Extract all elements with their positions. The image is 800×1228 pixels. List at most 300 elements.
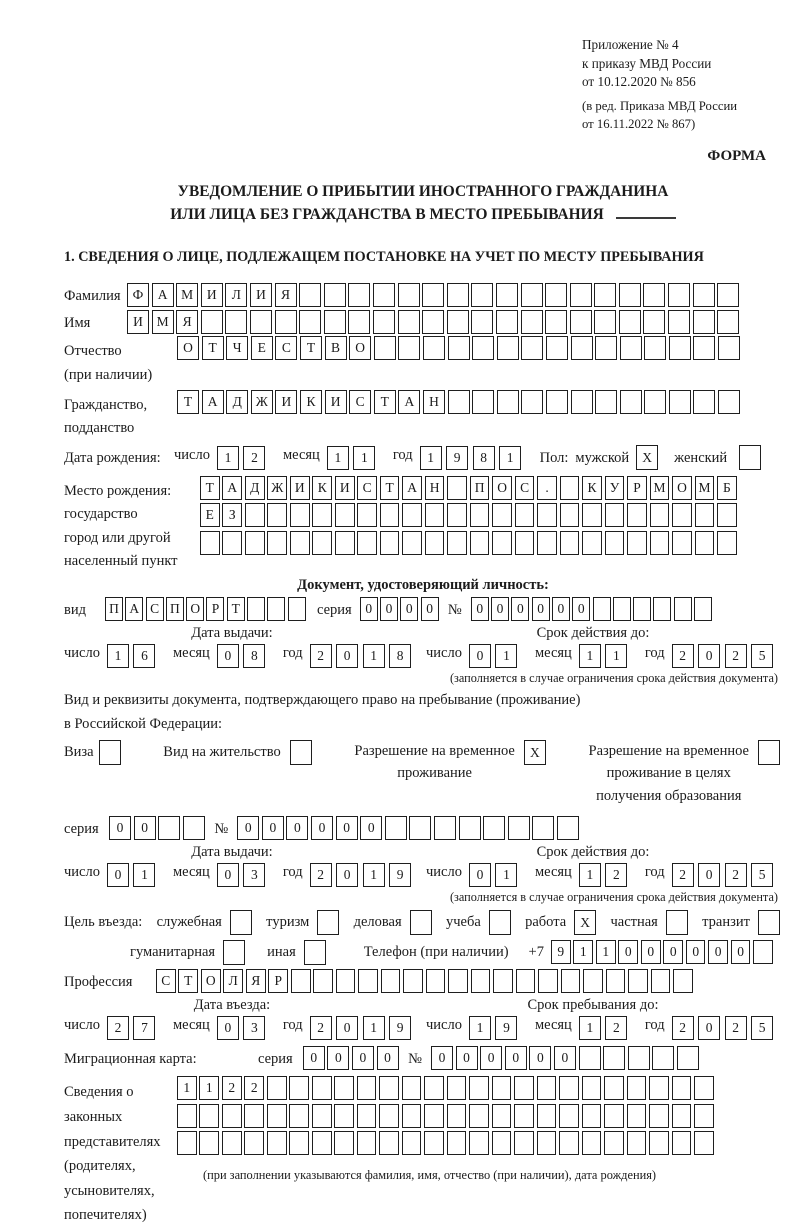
char-cell[interactable] xyxy=(560,503,580,527)
char-cell[interactable] xyxy=(559,1104,579,1128)
char-cell[interactable]: 0 xyxy=(663,940,683,964)
char-cell[interactable]: 1 xyxy=(579,1016,601,1040)
char-cell[interactable]: А xyxy=(402,476,422,500)
char-cell[interactable]: К xyxy=(300,390,322,414)
char-cell[interactable]: Т xyxy=(374,390,396,414)
char-cell[interactable] xyxy=(312,531,332,555)
char-cell[interactable]: В xyxy=(325,336,347,360)
char-cell[interactable] xyxy=(492,1131,512,1155)
char-cell[interactable]: З xyxy=(222,503,242,527)
char-cell[interactable]: 0 xyxy=(618,940,638,964)
char-cell[interactable] xyxy=(537,1076,557,1100)
char-cell[interactable] xyxy=(561,969,581,993)
char-cell[interactable]: Ч xyxy=(226,336,248,360)
char-cell[interactable] xyxy=(521,283,543,307)
char-cell[interactable] xyxy=(604,1076,624,1100)
char-cell[interactable] xyxy=(403,969,423,993)
char-cell[interactable]: 0 xyxy=(237,816,259,840)
char-cell[interactable]: 8 xyxy=(473,446,495,470)
char-cell[interactable]: 1 xyxy=(579,863,601,887)
char-cell[interactable] xyxy=(633,597,651,621)
char-cell[interactable] xyxy=(402,1104,422,1128)
char-cell[interactable] xyxy=(492,531,512,555)
char-cell[interactable] xyxy=(538,969,558,993)
char-cell[interactable]: С xyxy=(349,390,371,414)
char-cell[interactable] xyxy=(649,1076,669,1100)
char-cell[interactable]: С xyxy=(357,476,377,500)
char-cell[interactable] xyxy=(244,1131,264,1155)
char-cell[interactable] xyxy=(560,531,580,555)
char-cell[interactable]: 2 xyxy=(222,1076,242,1100)
char-cell[interactable]: С xyxy=(156,969,176,993)
char-cell[interactable] xyxy=(496,283,518,307)
char-cell[interactable] xyxy=(537,1131,557,1155)
char-cell[interactable]: 1 xyxy=(499,446,521,470)
char-cell[interactable] xyxy=(644,390,666,414)
char-cell[interactable]: Д xyxy=(245,476,265,500)
char-cell[interactable] xyxy=(334,1076,354,1100)
char-cell[interactable] xyxy=(447,310,469,334)
char-cell[interactable] xyxy=(335,503,355,527)
char-cell[interactable] xyxy=(604,1104,624,1128)
study-checkbox[interactable] xyxy=(489,910,511,935)
char-cell[interactable] xyxy=(426,969,446,993)
char-cell[interactable] xyxy=(694,1104,714,1128)
char-cell[interactable]: Я xyxy=(275,283,297,307)
char-cell[interactable] xyxy=(515,531,535,555)
char-cell[interactable]: 1 xyxy=(469,1016,491,1040)
char-cell[interactable]: 0 xyxy=(109,816,131,840)
char-cell[interactable] xyxy=(652,1046,674,1070)
char-cell[interactable] xyxy=(357,1131,377,1155)
other-checkbox[interactable] xyxy=(304,940,326,965)
char-cell[interactable] xyxy=(434,816,456,840)
char-cell[interactable] xyxy=(199,1131,219,1155)
char-cell[interactable]: 1 xyxy=(363,863,385,887)
char-cell[interactable]: 2 xyxy=(672,644,694,668)
char-cell[interactable] xyxy=(424,1076,444,1100)
char-cell[interactable] xyxy=(299,310,321,334)
char-cell[interactable] xyxy=(673,969,693,993)
char-cell[interactable] xyxy=(508,816,530,840)
char-cell[interactable] xyxy=(348,310,370,334)
char-cell[interactable]: О xyxy=(201,969,221,993)
char-cell[interactable]: 1 xyxy=(217,446,239,470)
char-cell[interactable] xyxy=(693,336,715,360)
char-cell[interactable] xyxy=(627,1076,647,1100)
char-cell[interactable] xyxy=(334,1104,354,1128)
char-cell[interactable]: 1 xyxy=(495,644,517,668)
char-cell[interactable] xyxy=(516,969,536,993)
char-cell[interactable] xyxy=(245,531,265,555)
char-cell[interactable]: Л xyxy=(223,969,243,993)
char-cell[interactable]: Д xyxy=(226,390,248,414)
char-cell[interactable] xyxy=(545,283,567,307)
char-cell[interactable]: 0 xyxy=(134,816,156,840)
char-cell[interactable]: 1 xyxy=(579,644,601,668)
char-cell[interactable]: Ж xyxy=(251,390,273,414)
char-cell[interactable]: 0 xyxy=(731,940,751,964)
char-cell[interactable]: П xyxy=(166,597,184,621)
char-cell[interactable]: 2 xyxy=(310,1016,332,1040)
char-cell[interactable] xyxy=(289,1104,309,1128)
char-cell[interactable] xyxy=(222,1131,242,1155)
char-cell[interactable]: 1 xyxy=(596,940,616,964)
char-cell[interactable] xyxy=(374,336,396,360)
char-cell[interactable]: И xyxy=(325,390,347,414)
char-cell[interactable]: 0 xyxy=(380,597,398,621)
char-cell[interactable] xyxy=(469,1104,489,1128)
char-cell[interactable] xyxy=(537,1104,557,1128)
char-cell[interactable]: М xyxy=(152,310,174,334)
char-cell[interactable] xyxy=(693,310,715,334)
char-cell[interactable]: А xyxy=(398,390,420,414)
char-cell[interactable]: О xyxy=(492,476,512,500)
char-cell[interactable] xyxy=(398,283,420,307)
char-cell[interactable] xyxy=(324,283,346,307)
char-cell[interactable]: 1 xyxy=(363,1016,385,1040)
char-cell[interactable] xyxy=(267,503,287,527)
char-cell[interactable] xyxy=(650,503,670,527)
char-cell[interactable] xyxy=(650,531,670,555)
char-cell[interactable] xyxy=(693,283,715,307)
char-cell[interactable] xyxy=(546,336,568,360)
char-cell[interactable] xyxy=(557,816,579,840)
char-cell[interactable] xyxy=(628,969,648,993)
char-cell[interactable] xyxy=(669,390,691,414)
char-cell[interactable]: 9 xyxy=(389,1016,411,1040)
char-cell[interactable] xyxy=(471,969,491,993)
char-cell[interactable]: 1 xyxy=(495,863,517,887)
char-cell[interactable]: 1 xyxy=(107,644,129,668)
char-cell[interactable]: Б xyxy=(717,476,737,500)
char-cell[interactable] xyxy=(448,390,470,414)
char-cell[interactable]: 0 xyxy=(217,644,239,668)
char-cell[interactable] xyxy=(425,531,445,555)
char-cell[interactable] xyxy=(472,336,494,360)
char-cell[interactable] xyxy=(312,503,332,527)
char-cell[interactable]: 0 xyxy=(554,1046,576,1070)
char-cell[interactable] xyxy=(357,1076,377,1100)
char-cell[interactable] xyxy=(409,816,431,840)
char-cell[interactable]: Р xyxy=(206,597,224,621)
char-cell[interactable] xyxy=(545,310,567,334)
temp-residence-checkbox[interactable]: X xyxy=(524,740,546,765)
char-cell[interactable] xyxy=(582,531,602,555)
char-cell[interactable] xyxy=(402,503,422,527)
char-cell[interactable] xyxy=(200,531,220,555)
char-cell[interactable] xyxy=(313,969,333,993)
char-cell[interactable]: 1 xyxy=(199,1076,219,1100)
char-cell[interactable] xyxy=(559,1131,579,1155)
char-cell[interactable] xyxy=(492,1076,512,1100)
char-cell[interactable] xyxy=(267,597,285,621)
char-cell[interactable] xyxy=(605,531,625,555)
char-cell[interactable] xyxy=(570,283,592,307)
char-cell[interactable] xyxy=(694,1131,714,1155)
char-cell[interactable]: 1 xyxy=(353,446,375,470)
char-cell[interactable]: 0 xyxy=(400,597,418,621)
char-cell[interactable] xyxy=(448,336,470,360)
char-cell[interactable]: О xyxy=(177,336,199,360)
char-cell[interactable]: 0 xyxy=(336,816,358,840)
char-cell[interactable]: 0 xyxy=(469,863,491,887)
char-cell[interactable]: 0 xyxy=(217,1016,239,1040)
char-cell[interactable]: 0 xyxy=(336,644,358,668)
char-cell[interactable]: Н xyxy=(423,390,445,414)
char-cell[interactable]: . xyxy=(537,476,557,500)
char-cell[interactable]: 2 xyxy=(672,863,694,887)
char-cell[interactable]: 0 xyxy=(471,597,489,621)
char-cell[interactable]: С xyxy=(515,476,535,500)
char-cell[interactable] xyxy=(674,597,692,621)
char-cell[interactable] xyxy=(470,531,490,555)
char-cell[interactable] xyxy=(222,531,242,555)
char-cell[interactable] xyxy=(717,310,739,334)
char-cell[interactable] xyxy=(571,336,593,360)
char-cell[interactable] xyxy=(425,503,445,527)
char-cell[interactable]: 5 xyxy=(751,863,773,887)
char-cell[interactable] xyxy=(312,1131,332,1155)
char-cell[interactable] xyxy=(717,283,739,307)
char-cell[interactable] xyxy=(447,1104,467,1128)
char-cell[interactable] xyxy=(582,1104,602,1128)
char-cell[interactable]: 0 xyxy=(529,1046,551,1070)
char-cell[interactable] xyxy=(357,531,377,555)
humanitarian-checkbox[interactable] xyxy=(223,940,245,965)
char-cell[interactable] xyxy=(497,390,519,414)
char-cell[interactable]: 2 xyxy=(605,1016,627,1040)
char-cell[interactable]: 0 xyxy=(552,597,570,621)
char-cell[interactable] xyxy=(379,1104,399,1128)
char-cell[interactable] xyxy=(593,597,611,621)
char-cell[interactable]: 0 xyxy=(311,816,333,840)
char-cell[interactable] xyxy=(291,969,311,993)
char-cell[interactable] xyxy=(335,531,355,555)
char-cell[interactable] xyxy=(559,1076,579,1100)
char-cell[interactable]: 0 xyxy=(360,816,382,840)
char-cell[interactable]: 3 xyxy=(243,863,265,887)
char-cell[interactable]: 8 xyxy=(243,644,265,668)
char-cell[interactable]: 2 xyxy=(310,863,332,887)
char-cell[interactable]: Т xyxy=(300,336,322,360)
char-cell[interactable]: 0 xyxy=(469,644,491,668)
char-cell[interactable] xyxy=(357,1104,377,1128)
char-cell[interactable] xyxy=(424,1131,444,1155)
char-cell[interactable] xyxy=(385,816,407,840)
char-cell[interactable] xyxy=(471,283,493,307)
char-cell[interactable] xyxy=(267,1104,287,1128)
char-cell[interactable]: Л xyxy=(225,283,247,307)
char-cell[interactable] xyxy=(447,476,467,500)
char-cell[interactable] xyxy=(267,1131,287,1155)
char-cell[interactable] xyxy=(492,1104,512,1128)
char-cell[interactable] xyxy=(603,1046,625,1070)
char-cell[interactable]: П xyxy=(105,597,123,621)
char-cell[interactable] xyxy=(521,390,543,414)
char-cell[interactable] xyxy=(483,816,505,840)
char-cell[interactable] xyxy=(582,503,602,527)
char-cell[interactable]: И xyxy=(290,476,310,500)
char-cell[interactable] xyxy=(753,940,773,964)
sex-male-checkbox[interactable]: X xyxy=(636,445,658,470)
char-cell[interactable] xyxy=(424,1104,444,1128)
char-cell[interactable]: 2 xyxy=(725,863,747,887)
char-cell[interactable]: 2 xyxy=(107,1016,129,1040)
char-cell[interactable]: У xyxy=(605,476,625,500)
char-cell[interactable] xyxy=(267,1076,287,1100)
char-cell[interactable] xyxy=(677,1046,699,1070)
char-cell[interactable]: 5 xyxy=(751,1016,773,1040)
char-cell[interactable]: Т xyxy=(227,597,245,621)
char-cell[interactable] xyxy=(472,390,494,414)
char-cell[interactable]: Я xyxy=(246,969,266,993)
char-cell[interactable]: 0 xyxy=(377,1046,399,1070)
char-cell[interactable] xyxy=(398,336,420,360)
char-cell[interactable] xyxy=(312,1104,332,1128)
char-cell[interactable]: 0 xyxy=(698,1016,720,1040)
char-cell[interactable] xyxy=(299,283,321,307)
char-cell[interactable] xyxy=(644,336,666,360)
char-cell[interactable] xyxy=(620,390,642,414)
visa-checkbox[interactable] xyxy=(99,740,121,765)
char-cell[interactable]: 0 xyxy=(327,1046,349,1070)
char-cell[interactable] xyxy=(379,1131,399,1155)
char-cell[interactable]: 0 xyxy=(217,863,239,887)
char-cell[interactable]: Ф xyxy=(127,283,149,307)
char-cell[interactable]: 6 xyxy=(133,644,155,668)
char-cell[interactable] xyxy=(594,283,616,307)
char-cell[interactable] xyxy=(275,310,297,334)
char-cell[interactable] xyxy=(537,531,557,555)
char-cell[interactable] xyxy=(290,531,310,555)
char-cell[interactable]: 0 xyxy=(421,597,439,621)
char-cell[interactable] xyxy=(469,1131,489,1155)
char-cell[interactable] xyxy=(514,1131,534,1155)
char-cell[interactable] xyxy=(595,336,617,360)
char-cell[interactable]: Т xyxy=(178,969,198,993)
char-cell[interactable] xyxy=(422,310,444,334)
char-cell[interactable] xyxy=(459,816,481,840)
char-cell[interactable] xyxy=(288,597,306,621)
char-cell[interactable]: О xyxy=(349,336,371,360)
business-checkbox[interactable] xyxy=(410,910,432,935)
char-cell[interactable] xyxy=(695,531,715,555)
char-cell[interactable]: 2 xyxy=(672,1016,694,1040)
char-cell[interactable]: Т xyxy=(380,476,400,500)
char-cell[interactable] xyxy=(651,969,671,993)
private-checkbox[interactable] xyxy=(666,910,688,935)
char-cell[interactable] xyxy=(521,336,543,360)
char-cell[interactable] xyxy=(583,969,603,993)
char-cell[interactable]: Ж xyxy=(267,476,287,500)
char-cell[interactable] xyxy=(373,283,395,307)
char-cell[interactable] xyxy=(225,310,247,334)
char-cell[interactable]: 2 xyxy=(725,644,747,668)
char-cell[interactable]: А xyxy=(152,283,174,307)
char-cell[interactable]: Р xyxy=(268,969,288,993)
char-cell[interactable] xyxy=(469,1076,489,1100)
official-checkbox[interactable] xyxy=(230,910,252,935)
char-cell[interactable] xyxy=(290,503,310,527)
char-cell[interactable] xyxy=(620,336,642,360)
char-cell[interactable] xyxy=(717,503,737,527)
char-cell[interactable]: 0 xyxy=(511,597,529,621)
char-cell[interactable] xyxy=(334,1131,354,1155)
char-cell[interactable] xyxy=(694,1076,714,1100)
char-cell[interactable]: С xyxy=(146,597,164,621)
char-cell[interactable] xyxy=(717,531,737,555)
char-cell[interactable]: О xyxy=(186,597,204,621)
char-cell[interactable] xyxy=(381,969,401,993)
char-cell[interactable] xyxy=(402,1076,422,1100)
char-cell[interactable] xyxy=(267,531,287,555)
char-cell[interactable] xyxy=(380,503,400,527)
char-cell[interactable] xyxy=(201,310,223,334)
char-cell[interactable] xyxy=(357,503,377,527)
char-cell[interactable] xyxy=(402,531,422,555)
char-cell[interactable] xyxy=(594,310,616,334)
char-cell[interactable]: 9 xyxy=(446,446,468,470)
char-cell[interactable] xyxy=(514,1104,534,1128)
char-cell[interactable] xyxy=(672,1076,692,1100)
char-cell[interactable] xyxy=(672,1104,692,1128)
char-cell[interactable]: 1 xyxy=(420,446,442,470)
char-cell[interactable] xyxy=(402,1131,422,1155)
char-cell[interactable]: Я xyxy=(176,310,198,334)
char-cell[interactable]: И xyxy=(201,283,223,307)
char-cell[interactable] xyxy=(470,503,490,527)
char-cell[interactable] xyxy=(496,310,518,334)
char-cell[interactable]: 0 xyxy=(336,1016,358,1040)
char-cell[interactable] xyxy=(447,1076,467,1100)
char-cell[interactable] xyxy=(582,1131,602,1155)
char-cell[interactable] xyxy=(380,531,400,555)
transit-checkbox[interactable] xyxy=(758,910,780,935)
char-cell[interactable] xyxy=(718,390,740,414)
char-cell[interactable]: А xyxy=(202,390,224,414)
char-cell[interactable]: 0 xyxy=(686,940,706,964)
char-cell[interactable]: 7 xyxy=(133,1016,155,1040)
char-cell[interactable] xyxy=(649,1131,669,1155)
char-cell[interactable]: 0 xyxy=(480,1046,502,1070)
char-cell[interactable] xyxy=(693,390,715,414)
char-cell[interactable] xyxy=(605,503,625,527)
char-cell[interactable] xyxy=(336,969,356,993)
char-cell[interactable] xyxy=(492,503,512,527)
char-cell[interactable]: 0 xyxy=(532,597,550,621)
char-cell[interactable] xyxy=(183,816,205,840)
char-cell[interactable] xyxy=(514,1076,534,1100)
char-cell[interactable] xyxy=(560,476,580,500)
char-cell[interactable] xyxy=(619,283,641,307)
char-cell[interactable]: А xyxy=(222,476,242,500)
char-cell[interactable]: 0 xyxy=(491,597,509,621)
char-cell[interactable] xyxy=(447,531,467,555)
tourism-checkbox[interactable] xyxy=(317,910,339,935)
char-cell[interactable] xyxy=(245,503,265,527)
char-cell[interactable] xyxy=(158,816,180,840)
char-cell[interactable] xyxy=(628,1046,650,1070)
char-cell[interactable] xyxy=(627,1104,647,1128)
char-cell[interactable] xyxy=(649,1104,669,1128)
char-cell[interactable]: 1 xyxy=(363,644,385,668)
work-checkbox[interactable]: X xyxy=(574,910,596,935)
char-cell[interactable]: И xyxy=(250,283,272,307)
char-cell[interactable] xyxy=(668,310,690,334)
char-cell[interactable] xyxy=(672,503,692,527)
char-cell[interactable] xyxy=(627,503,647,527)
